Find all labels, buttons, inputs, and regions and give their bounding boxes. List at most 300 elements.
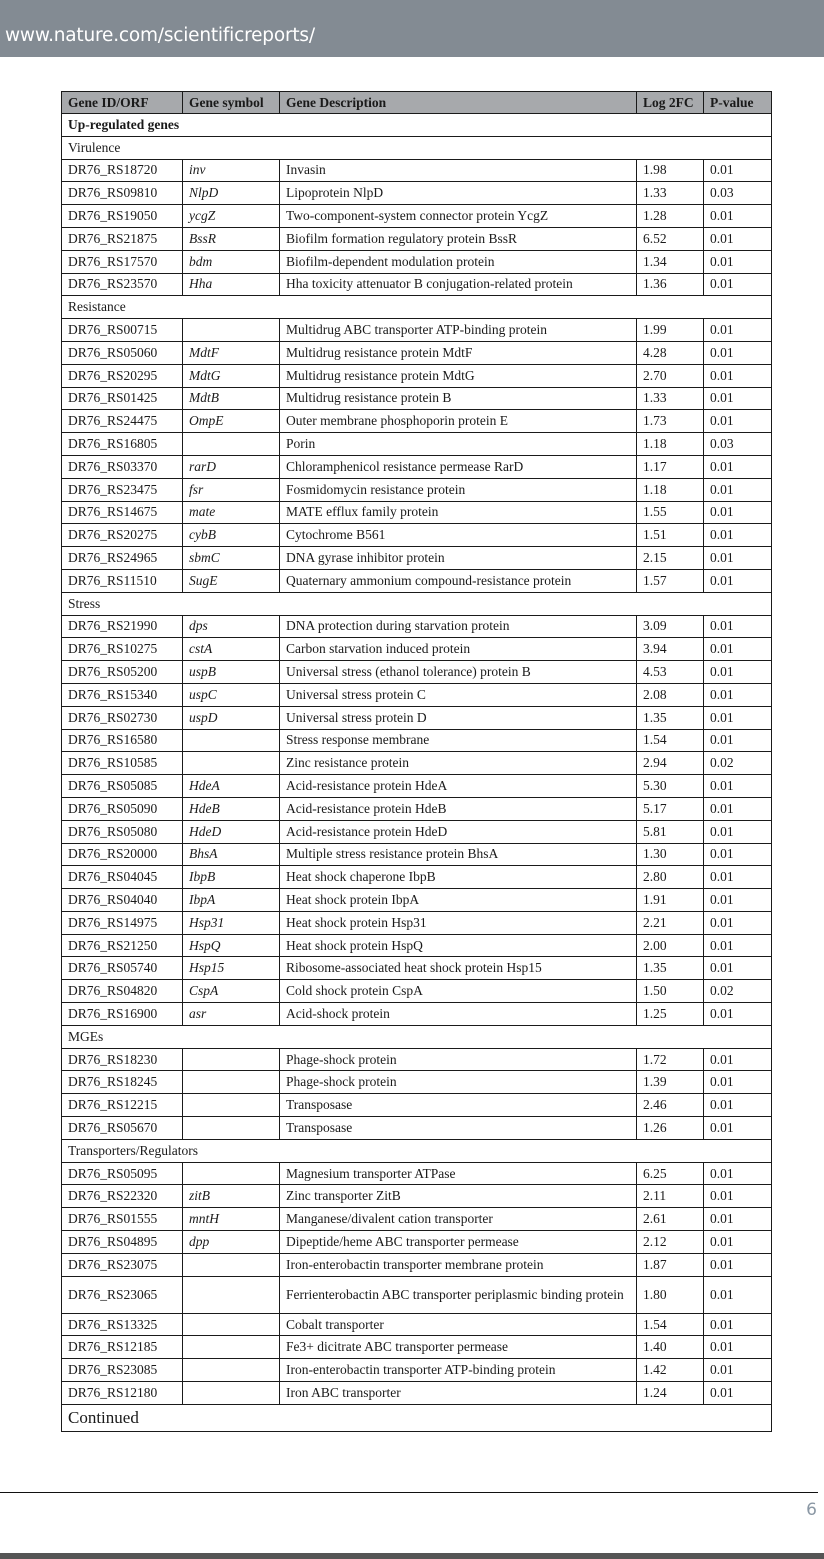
table-row xyxy=(62,1094,772,1117)
gene-description-cell: Lipoprotein NlpD xyxy=(280,182,637,205)
table-row xyxy=(62,159,772,182)
gene-id-cell: DR76_RS01555 xyxy=(62,1208,183,1231)
p-value-cell: 0.03 xyxy=(704,182,772,205)
table-row xyxy=(62,501,772,524)
log2fc-cell: 5.81 xyxy=(637,820,704,843)
gene-description-cell: Iron-enterobactin transporter ATP-binding protein xyxy=(280,1359,637,1382)
column-header-gene-symbol: Gene symbol xyxy=(183,92,280,114)
group-row xyxy=(62,136,772,159)
gene-id-cell: DR76_RS23085 xyxy=(62,1359,183,1382)
log2fc-cell: 1.54 xyxy=(637,1313,704,1336)
log2fc-cell: 2.94 xyxy=(637,752,704,775)
p-value-cell: 0.01 xyxy=(704,1003,772,1026)
gene-description-cell: Phage-shock protein xyxy=(280,1071,637,1094)
gene-symbol-cell xyxy=(183,1276,280,1313)
log2fc-cell: 1.42 xyxy=(637,1359,704,1382)
log2fc-cell: 5.30 xyxy=(637,775,704,798)
gene-description-cell: Multidrug resistance protein B xyxy=(280,387,637,410)
gene-symbol-cell: IbpB xyxy=(183,866,280,889)
gene-description-cell: Heat shock protein HspQ xyxy=(280,934,637,957)
log2fc-cell: 1.35 xyxy=(637,706,704,729)
footer-divider xyxy=(0,1492,818,1493)
gene-symbol-cell: uspD xyxy=(183,706,280,729)
gene-symbol-cell xyxy=(183,1336,280,1359)
gene-description-cell: Multidrug resistance protein MdtF xyxy=(280,341,637,364)
gene-description-cell: Heat shock protein IbpA xyxy=(280,889,637,912)
log2fc-cell: 2.08 xyxy=(637,683,704,706)
p-value-cell: 0.01 xyxy=(704,1231,772,1254)
p-value-cell: 0.03 xyxy=(704,433,772,456)
p-value-cell: 0.01 xyxy=(704,1208,772,1231)
p-value-cell: 0.01 xyxy=(704,866,772,889)
gene-id-cell: DR76_RS18720 xyxy=(62,159,183,182)
gene-symbol-cell xyxy=(183,1048,280,1071)
p-value-cell: 0.01 xyxy=(704,227,772,250)
gene-description-cell: Transposase xyxy=(280,1117,637,1140)
gene-description-cell: Transposase xyxy=(280,1094,637,1117)
gene-description-cell: Iron-enterobactin transporter membrane protein xyxy=(280,1253,637,1276)
gene-description-cell: Cytochrome B561 xyxy=(280,524,637,547)
log2fc-cell: 1.54 xyxy=(637,729,704,752)
table-row xyxy=(62,387,772,410)
p-value-cell: 0.01 xyxy=(704,1382,772,1405)
log2fc-cell: 1.26 xyxy=(637,1117,704,1140)
gene-id-cell: DR76_RS05090 xyxy=(62,797,183,820)
table-row xyxy=(62,911,772,934)
table-row xyxy=(62,1003,772,1026)
p-value-cell: 0.01 xyxy=(704,638,772,661)
p-value-cell: 0.01 xyxy=(704,364,772,387)
gene-description-cell: Manganese/divalent cation transporter xyxy=(280,1208,637,1231)
table-row xyxy=(62,1336,772,1359)
p-value-cell: 0.01 xyxy=(704,1094,772,1117)
gene-id-cell: DR76_RS21990 xyxy=(62,615,183,638)
p-value-cell: 0.01 xyxy=(704,934,772,957)
gene-id-cell: DR76_RS13325 xyxy=(62,1313,183,1336)
table-row xyxy=(62,1382,772,1405)
log2fc-cell: 2.70 xyxy=(637,364,704,387)
gene-description-cell: Outer membrane phosphoporin protein E xyxy=(280,410,637,433)
log2fc-cell: 1.57 xyxy=(637,569,704,592)
p-value-cell: 0.01 xyxy=(704,250,772,273)
gene-id-cell: DR76_RS05060 xyxy=(62,341,183,364)
table-row xyxy=(62,1359,772,1382)
gene-id-cell: DR76_RS05740 xyxy=(62,957,183,980)
gene-description-cell: Universal stress protein C xyxy=(280,683,637,706)
gene-description-cell: Invasin xyxy=(280,159,637,182)
gene-id-cell: DR76_RS21250 xyxy=(62,934,183,957)
gene-description-cell: Magnesium transporter ATPase xyxy=(280,1162,637,1185)
gene-id-cell: DR76_RS23475 xyxy=(62,478,183,501)
gene-id-cell: DR76_RS19050 xyxy=(62,205,183,228)
log2fc-cell: 1.36 xyxy=(637,273,704,296)
table-row xyxy=(62,638,772,661)
gene-id-cell: DR76_RS18245 xyxy=(62,1071,183,1094)
table-row xyxy=(62,1231,772,1254)
table-row xyxy=(62,1253,772,1276)
gene-description-cell: Heat shock protein Hsp31 xyxy=(280,911,637,934)
column-header-log2fc: Log 2FC xyxy=(637,92,704,114)
gene-symbol-cell: uspC xyxy=(183,683,280,706)
gene-symbol-cell: MdtF xyxy=(183,341,280,364)
gene-id-cell: DR76_RS00715 xyxy=(62,319,183,342)
gene-id-cell: DR76_RS05080 xyxy=(62,820,183,843)
p-value-cell: 0.01 xyxy=(704,775,772,798)
gene-id-cell: DR76_RS15340 xyxy=(62,683,183,706)
gene-id-cell: DR76_RS23065 xyxy=(62,1276,183,1313)
gene-description-cell: Universal stress protein D xyxy=(280,706,637,729)
gene-symbol-cell: bdm xyxy=(183,250,280,273)
p-value-cell: 0.01 xyxy=(704,957,772,980)
group-title: Stress xyxy=(62,592,772,615)
log2fc-cell: 2.21 xyxy=(637,911,704,934)
gene-description-cell: Dipeptide/heme ABC transporter permease xyxy=(280,1231,637,1254)
section-row xyxy=(62,114,772,137)
log2fc-cell: 6.25 xyxy=(637,1162,704,1185)
p-value-cell: 0.01 xyxy=(704,729,772,752)
gene-symbol-cell: uspB xyxy=(183,661,280,684)
table-row xyxy=(62,227,772,250)
table-row xyxy=(62,980,772,1003)
p-value-cell: 0.01 xyxy=(704,1253,772,1276)
gene-id-cell: DR76_RS11510 xyxy=(62,569,183,592)
gene-symbol-cell: cybB xyxy=(183,524,280,547)
group-row xyxy=(62,296,772,319)
log2fc-cell: 6.52 xyxy=(637,227,704,250)
log2fc-cell: 1.33 xyxy=(637,182,704,205)
gene-symbol-cell: NlpD xyxy=(183,182,280,205)
gene-symbol-cell: Hha xyxy=(183,273,280,296)
gene-id-cell: DR76_RS16900 xyxy=(62,1003,183,1026)
gene-description-cell: Porin xyxy=(280,433,637,456)
gene-description-cell: Cold shock protein CspA xyxy=(280,980,637,1003)
p-value-cell: 0.01 xyxy=(704,478,772,501)
gene-id-cell: DR76_RS23570 xyxy=(62,273,183,296)
gene-symbol-cell xyxy=(183,1359,280,1382)
p-value-cell: 0.01 xyxy=(704,524,772,547)
table-row xyxy=(62,341,772,364)
gene-symbol-cell xyxy=(183,1071,280,1094)
gene-description-cell: Carbon starvation induced protein xyxy=(280,638,637,661)
gene-symbol-cell: HdeA xyxy=(183,775,280,798)
gene-description-cell: Phage-shock protein xyxy=(280,1048,637,1071)
log2fc-cell: 2.11 xyxy=(637,1185,704,1208)
gene-symbol-cell xyxy=(183,1382,280,1405)
log2fc-cell: 1.30 xyxy=(637,843,704,866)
p-value-cell: 0.01 xyxy=(704,1162,772,1185)
gene-id-cell: DR76_RS10585 xyxy=(62,752,183,775)
gene-symbol-cell: asr xyxy=(183,1003,280,1026)
log2fc-cell: 2.46 xyxy=(637,1094,704,1117)
gene-symbol-cell: CspA xyxy=(183,980,280,1003)
gene-symbol-cell: Hsp15 xyxy=(183,957,280,980)
continued-row xyxy=(62,1404,772,1431)
gene-id-cell: DR76_RS10275 xyxy=(62,638,183,661)
group-title: Transporters/Regulators xyxy=(62,1139,772,1162)
gene-table xyxy=(61,91,772,1432)
log2fc-cell: 1.18 xyxy=(637,478,704,501)
log2fc-cell: 1.99 xyxy=(637,319,704,342)
gene-symbol-cell: HspQ xyxy=(183,934,280,957)
p-value-cell: 0.01 xyxy=(704,319,772,342)
gene-symbol-cell: MdtG xyxy=(183,364,280,387)
p-value-cell: 0.01 xyxy=(704,661,772,684)
gene-description-cell: Multidrug resistance protein MdtG xyxy=(280,364,637,387)
gene-description-cell: Acid-resistance protein HdeD xyxy=(280,820,637,843)
gene-symbol-cell: BhsA xyxy=(183,843,280,866)
bottom-bar xyxy=(0,1553,824,1559)
gene-id-cell: DR76_RS12215 xyxy=(62,1094,183,1117)
gene-id-cell: DR76_RS04895 xyxy=(62,1231,183,1254)
table-row xyxy=(62,683,772,706)
log2fc-cell: 1.35 xyxy=(637,957,704,980)
table-row xyxy=(62,866,772,889)
p-value-cell: 0.01 xyxy=(704,911,772,934)
gene-symbol-cell: Hsp31 xyxy=(183,911,280,934)
gene-id-cell: DR76_RS20275 xyxy=(62,524,183,547)
gene-symbol-cell: rarD xyxy=(183,455,280,478)
section-title: Up-regulated genes xyxy=(62,114,772,137)
gene-symbol-cell: HdeB xyxy=(183,797,280,820)
gene-symbol-cell xyxy=(183,1253,280,1276)
table-row xyxy=(62,934,772,957)
gene-id-cell: DR76_RS04045 xyxy=(62,866,183,889)
log2fc-cell: 1.98 xyxy=(637,159,704,182)
gene-description-cell: Cobalt transporter xyxy=(280,1313,637,1336)
gene-id-cell: DR76_RS05670 xyxy=(62,1117,183,1140)
table-header-row xyxy=(62,92,772,114)
gene-symbol-cell: OmpE xyxy=(183,410,280,433)
gene-symbol-cell xyxy=(183,752,280,775)
table-row xyxy=(62,843,772,866)
gene-description-cell: Biofilm formation regulatory protein BssR xyxy=(280,227,637,250)
gene-symbol-cell: ycgZ xyxy=(183,205,280,228)
log2fc-cell: 1.80 xyxy=(637,1276,704,1313)
table-row xyxy=(62,524,772,547)
table-row xyxy=(62,820,772,843)
log2fc-cell: 2.00 xyxy=(637,934,704,957)
gene-symbol-cell: SugE xyxy=(183,569,280,592)
p-value-cell: 0.01 xyxy=(704,1185,772,1208)
log2fc-cell: 4.28 xyxy=(637,341,704,364)
gene-symbol-cell: fsr xyxy=(183,478,280,501)
gene-description-cell: Biofilm-dependent modulation protein xyxy=(280,250,637,273)
gene-description-cell: Quaternary ammonium compound-resistance protein xyxy=(280,569,637,592)
p-value-cell: 0.01 xyxy=(704,205,772,228)
gene-description-cell: Acid-resistance protein HdeB xyxy=(280,797,637,820)
p-value-cell: 0.01 xyxy=(704,797,772,820)
log2fc-cell: 1.50 xyxy=(637,980,704,1003)
page-number: 6 xyxy=(806,1500,817,1520)
column-header-p-value: P-value xyxy=(704,92,772,114)
table-row xyxy=(62,182,772,205)
gene-symbol-cell: mntH xyxy=(183,1208,280,1231)
log2fc-cell: 1.73 xyxy=(637,410,704,433)
gene-symbol-cell: dps xyxy=(183,615,280,638)
p-value-cell: 0.01 xyxy=(704,1313,772,1336)
p-value-cell: 0.01 xyxy=(704,341,772,364)
p-value-cell: 0.01 xyxy=(704,547,772,570)
gene-id-cell: DR76_RS09810 xyxy=(62,182,183,205)
log2fc-cell: 1.18 xyxy=(637,433,704,456)
gene-id-cell: DR76_RS12180 xyxy=(62,1382,183,1405)
gene-symbol-cell: IbpA xyxy=(183,889,280,912)
p-value-cell: 0.01 xyxy=(704,1117,772,1140)
p-value-cell: 0.01 xyxy=(704,387,772,410)
table-row xyxy=(62,1313,772,1336)
p-value-cell: 0.01 xyxy=(704,1336,772,1359)
gene-description-cell: Acid-shock protein xyxy=(280,1003,637,1026)
gene-symbol-cell xyxy=(183,729,280,752)
log2fc-cell: 1.25 xyxy=(637,1003,704,1026)
gene-description-cell: Zinc transporter ZitB xyxy=(280,1185,637,1208)
gene-id-cell: DR76_RS20000 xyxy=(62,843,183,866)
p-value-cell: 0.01 xyxy=(704,1276,772,1313)
table-row xyxy=(62,1276,772,1313)
gene-description-cell: MATE efflux family protein xyxy=(280,501,637,524)
table-row xyxy=(62,1208,772,1231)
gene-description-cell: Universal stress (ethanol tolerance) protein B xyxy=(280,661,637,684)
log2fc-cell: 4.53 xyxy=(637,661,704,684)
log2fc-cell: 1.17 xyxy=(637,455,704,478)
log2fc-cell: 1.87 xyxy=(637,1253,704,1276)
gene-symbol-cell: cstA xyxy=(183,638,280,661)
gene-symbol-cell: mate xyxy=(183,501,280,524)
table-row xyxy=(62,410,772,433)
table-row xyxy=(62,1162,772,1185)
table-row xyxy=(62,661,772,684)
table-row xyxy=(62,250,772,273)
p-value-cell: 0.01 xyxy=(704,273,772,296)
table-row xyxy=(62,1185,772,1208)
continued-label: Continued xyxy=(62,1404,772,1431)
p-value-cell: 0.01 xyxy=(704,889,772,912)
p-value-cell: 0.01 xyxy=(704,843,772,866)
gene-symbol-cell: zitB xyxy=(183,1185,280,1208)
gene-symbol-cell: HdeD xyxy=(183,820,280,843)
log2fc-cell: 1.39 xyxy=(637,1071,704,1094)
table-row xyxy=(62,433,772,456)
table-row xyxy=(62,478,772,501)
gene-symbol-cell xyxy=(183,1094,280,1117)
log2fc-cell: 1.40 xyxy=(637,1336,704,1359)
log2fc-cell: 5.17 xyxy=(637,797,704,820)
table-row xyxy=(62,729,772,752)
gene-id-cell: DR76_RS02730 xyxy=(62,706,183,729)
table-row xyxy=(62,1048,772,1071)
log2fc-cell: 3.09 xyxy=(637,615,704,638)
gene-description-cell: Acid-resistance protein HdeA xyxy=(280,775,637,798)
table-body xyxy=(62,114,772,1405)
table-row xyxy=(62,775,772,798)
gene-description-cell: Zinc resistance protein xyxy=(280,752,637,775)
gene-symbol-cell: sbmC xyxy=(183,547,280,570)
table-row xyxy=(62,569,772,592)
gene-id-cell: DR76_RS05085 xyxy=(62,775,183,798)
gene-id-cell: DR76_RS23075 xyxy=(62,1253,183,1276)
table-row xyxy=(62,615,772,638)
p-value-cell: 0.01 xyxy=(704,501,772,524)
p-value-cell: 0.01 xyxy=(704,706,772,729)
table-row xyxy=(62,547,772,570)
table-row xyxy=(62,273,772,296)
column-header-gene-description: Gene Description xyxy=(280,92,637,114)
log2fc-cell: 1.91 xyxy=(637,889,704,912)
gene-id-cell: DR76_RS16580 xyxy=(62,729,183,752)
gene-description-cell: Fe3+ dicitrate ABC transporter permease xyxy=(280,1336,637,1359)
gene-id-cell: DR76_RS05095 xyxy=(62,1162,183,1185)
table-row xyxy=(62,364,772,387)
table-row xyxy=(62,455,772,478)
gene-id-cell: DR76_RS14675 xyxy=(62,501,183,524)
gene-id-cell: DR76_RS12185 xyxy=(62,1336,183,1359)
p-value-cell: 0.02 xyxy=(704,752,772,775)
gene-symbol-cell xyxy=(183,1313,280,1336)
table-row xyxy=(62,1071,772,1094)
p-value-cell: 0.02 xyxy=(704,980,772,1003)
p-value-cell: 0.01 xyxy=(704,1071,772,1094)
gene-id-cell: DR76_RS21875 xyxy=(62,227,183,250)
table-row xyxy=(62,889,772,912)
gene-description-cell: Chloramphenicol resistance permease RarD xyxy=(280,455,637,478)
gene-id-cell: DR76_RS17570 xyxy=(62,250,183,273)
gene-id-cell: DR76_RS16805 xyxy=(62,433,183,456)
log2fc-cell: 1.33 xyxy=(637,387,704,410)
gene-id-cell: DR76_RS04820 xyxy=(62,980,183,1003)
table-row xyxy=(62,205,772,228)
gene-id-cell: DR76_RS04040 xyxy=(62,889,183,912)
gene-description-cell: Ferrienterobactin ABC transporter periplasmic binding protein xyxy=(280,1276,637,1313)
gene-id-cell: DR76_RS18230 xyxy=(62,1048,183,1071)
p-value-cell: 0.01 xyxy=(704,410,772,433)
log2fc-cell: 2.61 xyxy=(637,1208,704,1231)
group-row xyxy=(62,592,772,615)
gene-description-cell: Ribosome-associated heat shock protein Hsp15 xyxy=(280,957,637,980)
group-title: Virulence xyxy=(62,136,772,159)
p-value-cell: 0.01 xyxy=(704,683,772,706)
table-row xyxy=(62,752,772,775)
p-value-cell: 0.01 xyxy=(704,159,772,182)
gene-id-cell: DR76_RS20295 xyxy=(62,364,183,387)
gene-symbol-cell: dpp xyxy=(183,1231,280,1254)
log2fc-cell: 1.24 xyxy=(637,1382,704,1405)
log2fc-cell: 1.55 xyxy=(637,501,704,524)
group-title: MGEs xyxy=(62,1025,772,1048)
gene-description-cell: DNA gyrase inhibitor protein xyxy=(280,547,637,570)
gene-id-cell: DR76_RS01425 xyxy=(62,387,183,410)
p-value-cell: 0.01 xyxy=(704,1048,772,1071)
gene-description-cell: Fosmidomycin resistance protein xyxy=(280,478,637,501)
p-value-cell: 0.01 xyxy=(704,455,772,478)
table-row xyxy=(62,319,772,342)
gene-description-cell: Iron ABC transporter xyxy=(280,1382,637,1405)
group-row xyxy=(62,1025,772,1048)
gene-symbol-cell: inv xyxy=(183,159,280,182)
log2fc-cell: 1.51 xyxy=(637,524,704,547)
log2fc-cell: 2.12 xyxy=(637,1231,704,1254)
log2fc-cell: 1.28 xyxy=(637,205,704,228)
gene-symbol-cell xyxy=(183,1162,280,1185)
group-row xyxy=(62,1139,772,1162)
journal-header-bar xyxy=(0,0,824,57)
gene-id-cell: DR76_RS22320 xyxy=(62,1185,183,1208)
table-row xyxy=(62,1117,772,1140)
gene-symbol-cell xyxy=(183,319,280,342)
gene-id-cell: DR76_RS03370 xyxy=(62,455,183,478)
gene-description-cell: Heat shock chaperone IbpB xyxy=(280,866,637,889)
log2fc-cell: 1.72 xyxy=(637,1048,704,1071)
gene-description-cell: Hha toxicity attenuator B conjugation-related protein xyxy=(280,273,637,296)
